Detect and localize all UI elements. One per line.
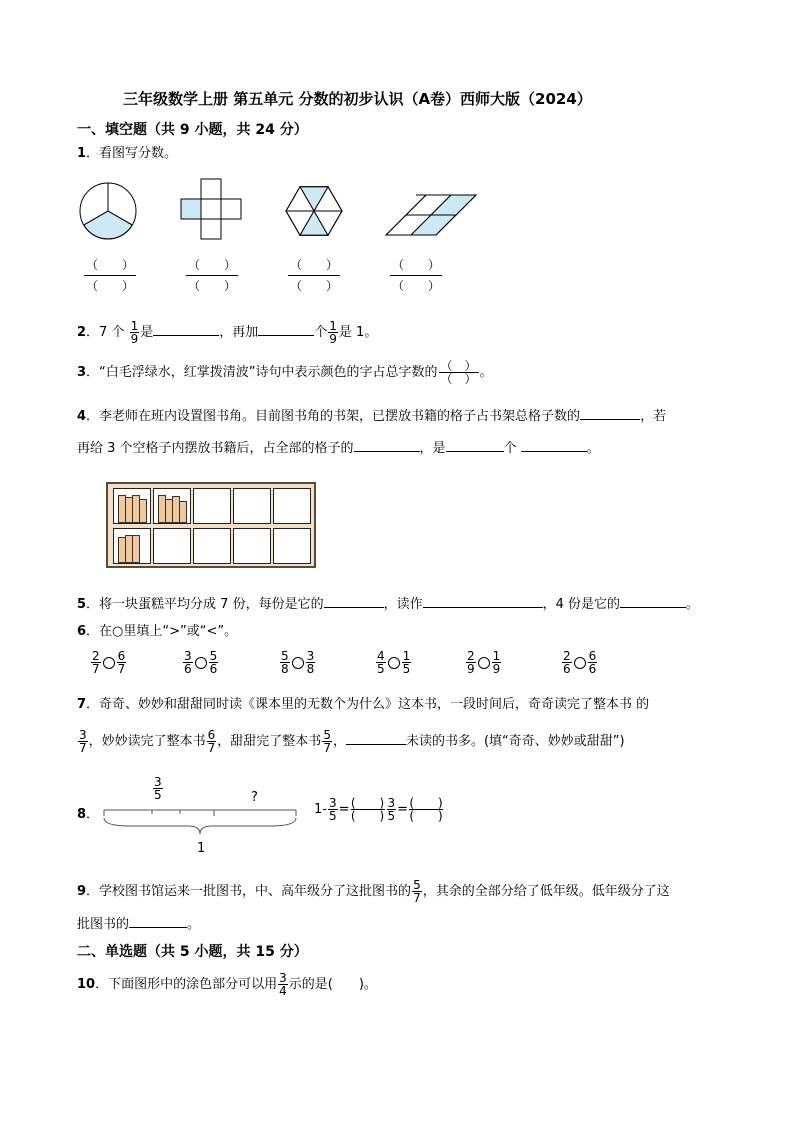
comparison-6: $\frac{2}{6}$ $\frac{6}{6}$	[563, 649, 597, 676]
comparison-5: $\frac{2}{9}$ $\frac{1}{9}$	[467, 649, 501, 676]
answer-blank[interactable]	[580, 405, 640, 420]
question-number: 1	[77, 146, 87, 161]
question-6: 6．在○里填上“>”或“<”。	[77, 624, 238, 639]
answer-blank[interactable]	[258, 321, 314, 336]
question-4-line-1: 4．李老师在班内设置图书角。目前图书角的书架，已摆放书籍的格子占书架总格子数的 ，若	[77, 405, 666, 425]
fraction: $\frac{3}{4}$	[279, 971, 287, 998]
answer-fraction[interactable]: $\frac{( )}{( )}$	[440, 359, 477, 386]
compare-circle[interactable]	[103, 657, 115, 669]
answer-blank[interactable]	[521, 437, 587, 452]
question-4-line-2: 再给 3 个空格子内摆放书籍后，占全部的格子的 ，是 个 。	[77, 437, 600, 457]
answer-blank[interactable]	[129, 913, 187, 928]
question-9-line-2: 批图书的 。	[77, 913, 200, 933]
question-5: 5．将一块蛋糕平均分成 7 份，每份是它的 ，读作 ，4 份是它的 。	[77, 593, 699, 613]
question-7-line-2: $\frac{3}{7}$ ，妙妙读完了整本书 $\frac{6}{7}$ ，甜甜完了整本书 $\frac{5}{7}$ ， 未读的书多。(填“奇奇、妙妙或甜甜”)	[79, 728, 625, 755]
parallelogram-shade	[70, 175, 490, 247]
question-2: 2．7 个 $\frac{1}{9}$ 是 ，再加 个 $\frac{1}{9}$ 是 1。	[77, 319, 378, 346]
page-title: 三年级数学上册 第五单元 分数的初步认识（A卷）西师大版（2024）	[123, 90, 592, 108]
answer-fraction-1[interactable]: （ ） （ ）	[85, 258, 134, 293]
question-8: 8．	[77, 807, 100, 822]
q8-whole-label: 1	[197, 841, 206, 856]
compare-circle[interactable]	[292, 657, 304, 669]
q8-equation: 1- $\frac{3}{5}$ = $\frac{( )}{( )}$ $\frac{3}{5}$ = $\frac{( )}{( )}$	[314, 796, 443, 823]
question-7-line-1: 7．奇奇、妙妙和甜甜同时读《课本里的无数个为什么》这本书，一段时间后，奇奇读完了整本书 的	[77, 697, 650, 712]
comparison-3: $\frac{5}{8}$ $\frac{3}{8}$	[281, 649, 315, 676]
q8-question-mark: ?	[251, 790, 258, 805]
comparison-1: $\frac{2}{7}$ $\frac{6}{7}$	[92, 649, 126, 676]
compare-circle[interactable]	[195, 657, 207, 669]
fraction: $\frac{6}{7}$	[207, 728, 216, 755]
answer-blank[interactable]	[324, 593, 384, 608]
answer-fraction[interactable]: $\frac{( )}{( )}$	[350, 796, 385, 823]
section-heading-fill-blank: 一、填空题（共 9 小题，共 24 分）	[77, 122, 308, 138]
answer-fraction-2[interactable]: （ ） （ ）	[187, 258, 236, 293]
compare-circle[interactable]	[388, 657, 400, 669]
answer-blank[interactable]	[423, 593, 543, 608]
question-1	[77, 146, 177, 162]
answer-blank[interactable]	[354, 437, 420, 452]
comparison-2: $\frac{3}{6}$ $\frac{5}{6}$	[184, 649, 218, 676]
compare-circle[interactable]	[574, 657, 586, 669]
answer-blank[interactable]	[620, 593, 686, 608]
fraction: $\frac{1}{9}$	[329, 319, 337, 346]
q8-brace-diagram	[100, 806, 300, 836]
bookshelf-figure	[106, 482, 316, 568]
question-3: 3．“白毛浮绿水，红掌拨清波”诗句中表示颜色的字占总字数的 $\frac{( )}{( )}$ 。	[77, 359, 493, 386]
section-heading-single-choice: 二、单选题（共 5 小题，共 15 分）	[77, 944, 308, 960]
q8-bar-top-fraction: $\frac{3}{5}$	[154, 775, 162, 802]
answer-blank[interactable]	[346, 730, 406, 745]
question-text: ．看图写分数。	[86, 146, 178, 161]
fraction: $\frac{3}{7}$	[79, 728, 87, 755]
answer-fraction[interactable]: $\frac{( )}{( )}$	[409, 796, 443, 823]
answer-fraction-4[interactable]: （ ） （ ）	[391, 258, 440, 293]
answer-fraction-3[interactable]: （ ） （ ）	[289, 258, 338, 293]
comparison-4: $\frac{4}{5}$ $\frac{1}{5}$	[377, 649, 411, 676]
question-9-line-1: 9．学校图书馆运来一批图书，中、高年级分了这批图书的 $\frac{5}{7}$ ，其余的全部分给了低年级。低年级分了这	[77, 878, 670, 905]
fraction: $\frac{5}{7}$	[413, 878, 421, 905]
compare-circle[interactable]	[478, 657, 490, 669]
comparison-row	[90, 650, 621, 675]
answer-blank[interactable]	[153, 321, 219, 336]
fraction: $\frac{1}{9}$	[130, 319, 139, 346]
fraction: $\frac{5}{7}$	[323, 728, 331, 755]
question-10: 10．下面图形中的涂色部分可以用 $\frac{3}{4}$ 示的是( )。	[77, 971, 377, 998]
answer-blank[interactable]	[446, 437, 504, 452]
